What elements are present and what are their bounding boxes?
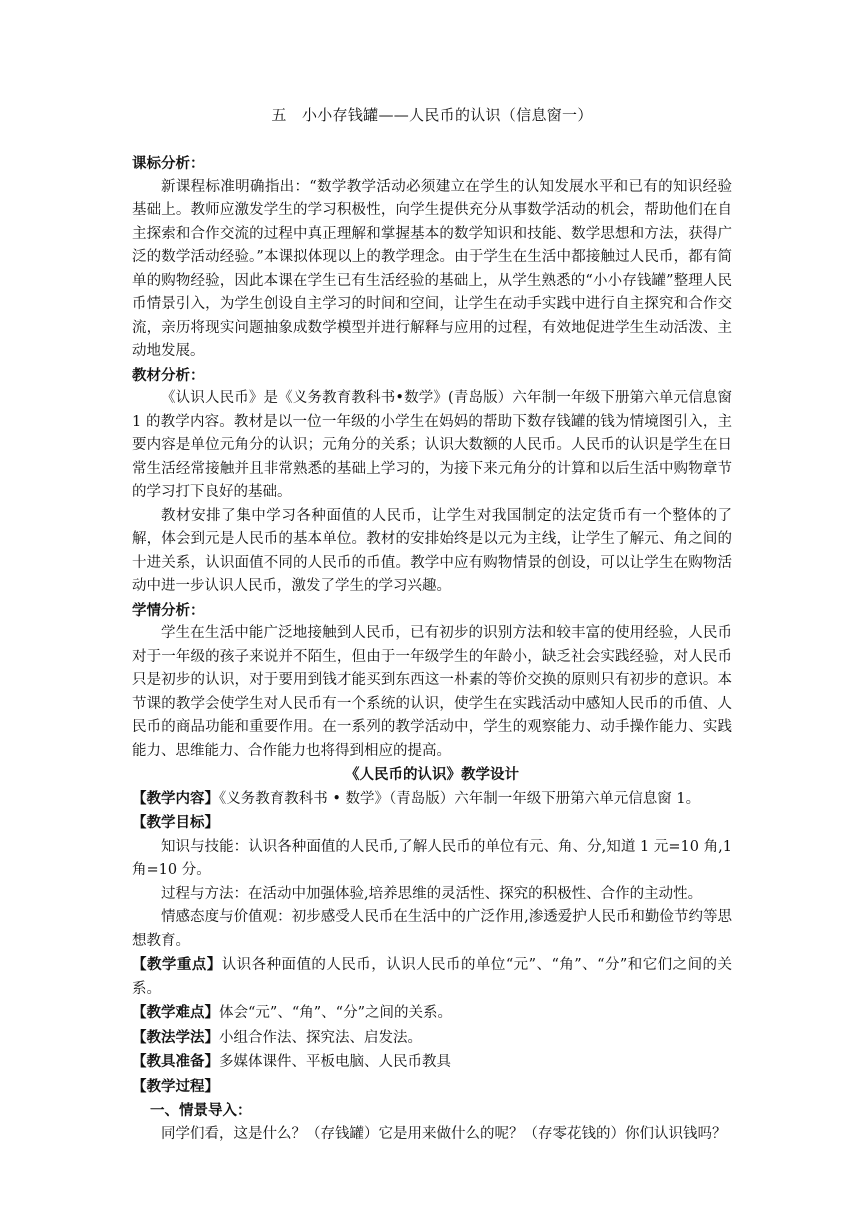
section-heading-xueqing: 学情分析： — [132, 601, 205, 619]
paragraph-jiaocai-1: 《认识人民币》是《义务教育教科书•数学》(青岛版）六年制一年级下册第六单元信息窗 1 的教学内容。教材是以一位一年级的小学生在妈妈的帮助下数存钱罐的钱为情境图引入，主要内容是单位元角分的认识；元角分的关系；认识大数额的人民币。人民币的认识是学生在日常生活经常接触并且非常熟悉的基础上学习的，为接下来元角分的计算和以后生活中购物章节的学习打下良好的基础。 — [132, 390, 732, 500]
document-title: 五 小小存钱罐——人民币的认识（信息窗一） — [271, 106, 593, 124]
teaching-tools-line — [132, 1050, 732, 1075]
teaching-process-tag: 【教学过程】 — [132, 1077, 219, 1095]
teaching-difficulty-text: 体会“元”、“角”、“分”之间的关系。 — [219, 1005, 452, 1021]
teaching-content-text: 《义务教育教科书 • 数学》（青岛版）六年制一年级下册第六单元信息窗 1。 — [219, 790, 701, 807]
goal-emotion: 情感态度与价值观：初步感受人民币在生活中的广泛作用,渗透爱护人民币和勤俭节约等思想教育。 — [132, 909, 732, 949]
teaching-key-text: 认识各种面值的人民币，认识人民币的单位“元”、“角”、“分”和它们之间的关系。 — [132, 957, 732, 997]
teaching-tools-tag: 【教具准备】 — [132, 1053, 219, 1070]
section-heading-kebiao: 课标分析： — [132, 155, 205, 172]
teaching-difficulty-tag: 【教学难点】 — [132, 1004, 219, 1021]
teaching-goals-line — [132, 811, 732, 836]
paragraph-kebiao-1: 新课程标准明确指出：“数学教学活动必须建立在学生的认知发展水平和已有的知识经验基础上。教师应激发学生的学习积极性，向学生提供充分从事数学活动的机会，帮助他们在自主探索和合作交流的过程中真正理解和掌握基本的数学知识和技能、数学思想和方法，获得广泛的数学活动经验。”本课拟体现以上的教学理念。由于学生在生活中都接触过人民币，都有简单的购物经验，因此本课在学生已有生活经验的基础上，从学生熟悉的“小小存钱罐”整理人民币情景引入，为学生创设自主学习的时间和空间，让学生在动手实践中进行自主探究和合作交流，亲历将现实问题抽象成数学模型并进行解释与应用的过程，有效地促进学生生动活泼、主动地发展。 — [132, 178, 732, 359]
section-heading-jiaocai: 教材分析： — [132, 366, 205, 384]
teaching-method-tag: 【教法学法】 — [132, 1028, 219, 1046]
paragraph-jiaocai-2: 教材安排了集中学习各种面值的人民币，让学生对我国制定的法定货币有一个整体的了解，体会到元是人民币的基本单位。教材的安排始终是以元为主线，让学生了解元、角之间的十进关系，认识面值不同的人民币的币值。教学中应有购物情景的创设，可以让学生在购物活动中进一步认识人民币，激发了学生的学习兴趣。 — [132, 507, 732, 594]
teaching-goals-tag: 【教学目标】 — [132, 814, 219, 831]
design-title: 《人民币的认识》教学设计 — [345, 766, 519, 783]
teaching-method-line — [132, 1026, 732, 1051]
document-page — [132, 104, 732, 1146]
teaching-content-tag: 【教学内容】 — [132, 789, 219, 807]
teaching-method-text: 小组合作法、探究法、启发法。 — [219, 1029, 422, 1046]
teaching-process-line — [132, 1075, 732, 1100]
teaching-difficulty-line — [132, 1001, 732, 1026]
step1-text: 同学们看，这是什么？（存钱罐）它是用来做什么的呢？（存零花钱的）你们认识钱吗？ — [161, 1125, 727, 1142]
goal-process: 过程与方法：在活动中加强体验,培养思维的灵活性、探究的积极性、合作的主动性。 — [161, 885, 703, 902]
step1-heading: 一、情景导入： — [150, 1102, 252, 1119]
teaching-tools-text: 多媒体课件、平板电脑、人民币教具 — [219, 1054, 451, 1070]
paragraph-xueqing-1: 学生在生活中能广泛地接触到人民币，已有初步的识别方法和较丰富的使用经验，人民币对于一年级的孩子来说并不陌生，但由于一年级学生的年龄小，缺乏社会实践经验，对人民币只是初步的认识，对于要用到钱才能买到东西这一朴素的等价交换的原则只有初步的意识。本节课的教学会使学生对人民币有一个系统的认识，使学生在实践活动中感知人民币的币值、人民币的商品功能和重要作用。在一系列的教学活动中，学生的观察能力、动手操作能力、实践能力、思维能力、合作能力也将得到相应的提高。 — [132, 625, 732, 759]
teaching-content-line — [132, 787, 732, 812]
goal-knowledge: 知识与技能：认识各种面值的人民币,了解人民币的单位有元、角、分,知道 1 元=10 角,1 角=10 分。 — [132, 838, 732, 878]
teaching-key-line — [132, 953, 732, 1001]
teaching-key-tag: 【教学重点】 — [132, 956, 222, 973]
